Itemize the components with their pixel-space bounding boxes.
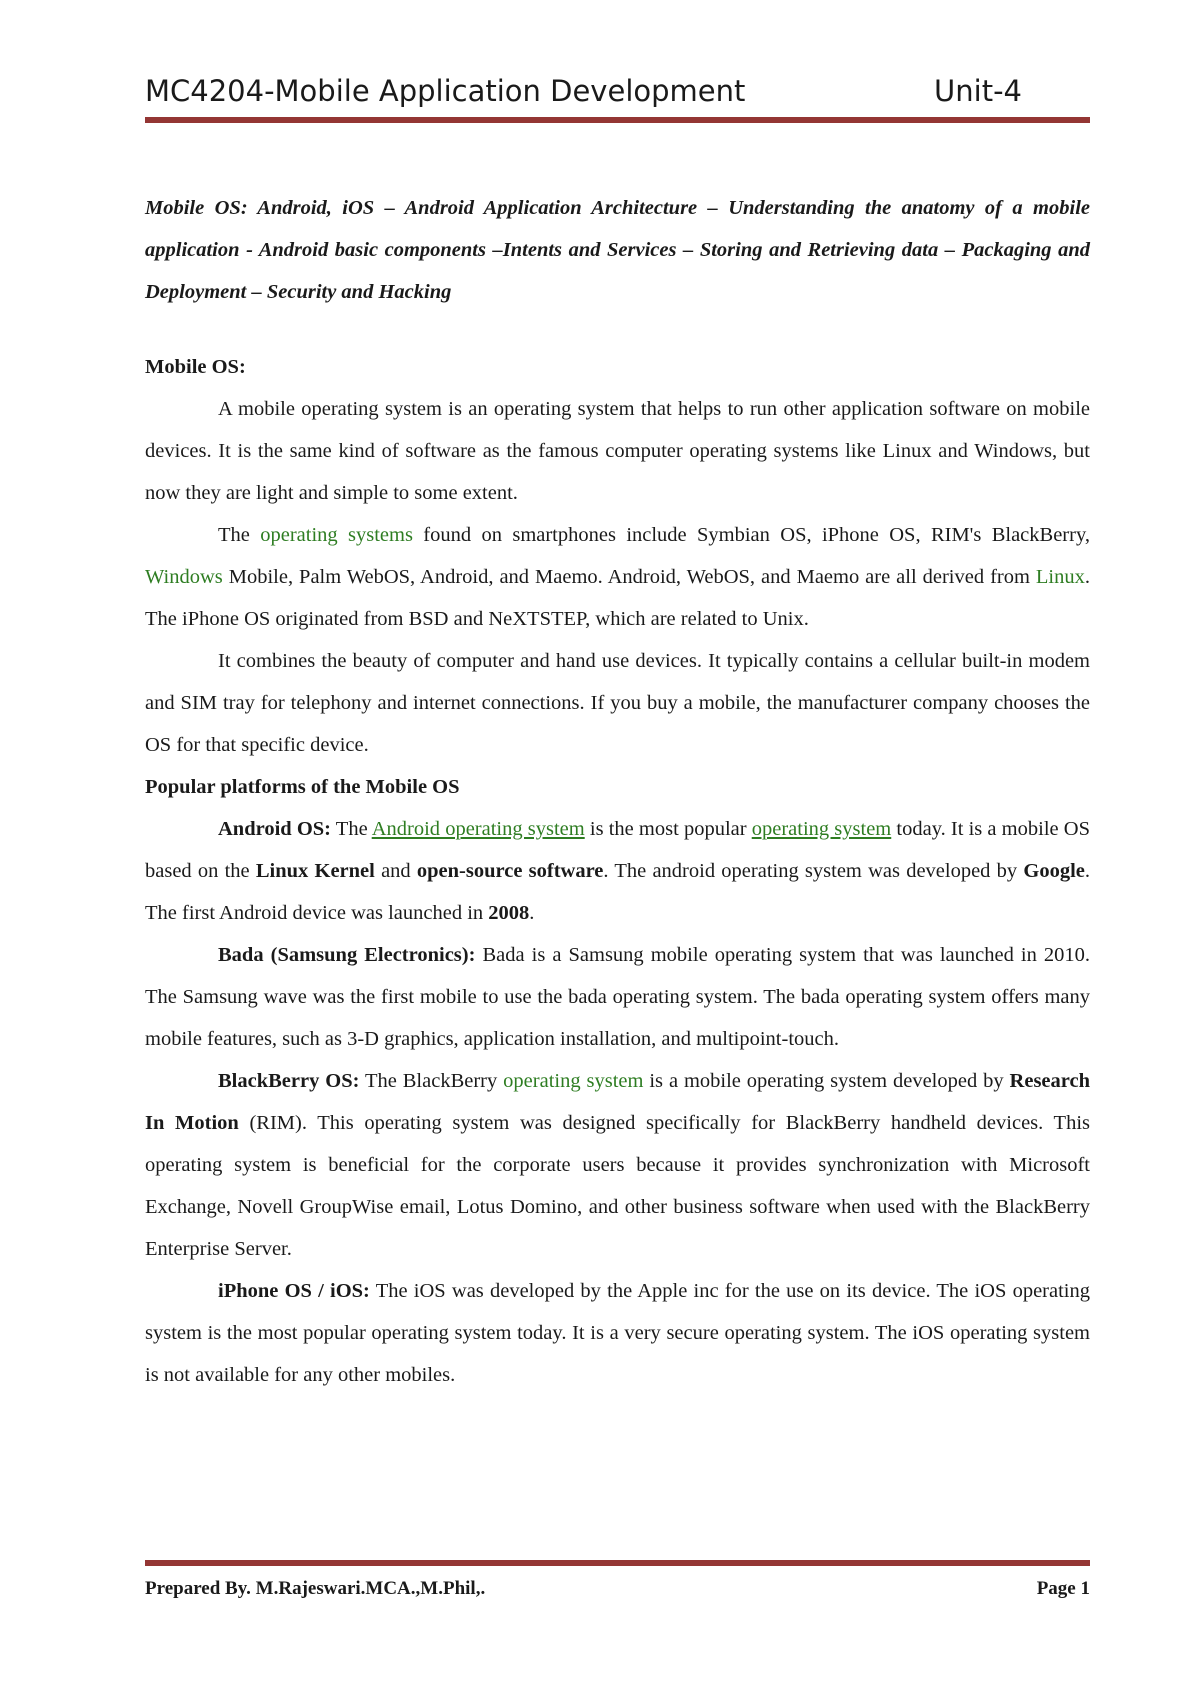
ios-paragraph bbox=[145, 1270, 1090, 1396]
android-os-label: Android OS: bbox=[218, 818, 332, 840]
open-source-text: open-source software bbox=[416, 860, 604, 882]
text-run: . The android operating system was developed by bbox=[603, 860, 1024, 882]
text-run: . bbox=[529, 902, 535, 924]
unit-syllabus: Mobile OS: Android, iOS – Android Application Architecture – Understanding the anatomy of a mobile application - Android basic components –Intents and Services – Storing and Retrieving data – Packaging and Deployment – Security and Hacking bbox=[145, 197, 1090, 303]
header-title: MC4204-Mobile Application Development bbox=[145, 74, 746, 108]
google-text: Google bbox=[1023, 860, 1085, 882]
mobile-os-heading: Mobile OS: bbox=[145, 356, 246, 378]
prepared-by: Prepared By. M.Rajeswari.MCA.,M.Phil,. bbox=[145, 1578, 486, 1599]
header-unit: Unit-4 bbox=[934, 74, 1022, 108]
text-run: Bada is a Samsung mobile operating system that was launched in 2010. The Samsung wave was the first mobile to use the bada operating system. The bada operating system offers many mobile features, such as 3-D graphics, application installation, and multipoint-touch. bbox=[145, 944, 1090, 1050]
text-run: The BlackBerry bbox=[359, 1070, 504, 1092]
mobile-os-paragraph-2 bbox=[145, 514, 1090, 640]
popular-platforms-heading: Popular platforms of the Mobile OS bbox=[145, 776, 460, 798]
page-number: Page 1 bbox=[1036, 1578, 1090, 1599]
linux-kernel-text: Linux Kernel bbox=[255, 860, 375, 882]
text-run: . The iPhone OS originated from BSD and NeXTSTEP, which are related to Unix. bbox=[145, 566, 1090, 630]
page-content bbox=[145, 187, 1090, 1396]
operating-systems-link[interactable]: operating systems bbox=[260, 524, 413, 546]
android-os-paragraph bbox=[145, 808, 1090, 934]
text-run: today. It is a mobile OS based on the bbox=[145, 818, 1090, 882]
text-run: The iOS was developed by the Apple inc for the use on its device. The iOS operating system is the most popular operating system today. It is a very secure operating system. The iOS operating system is not available for any other mobiles. bbox=[145, 1280, 1090, 1386]
text-run: (RIM). This operating system was designed specifically for BlackBerry handheld devices. This operating system is beneficial for the corporate users because it provides synchronization with Microsoft Exchange, Novell GroupWise email, Lotus Domino, and other business software when used with the BlackBerry Enterprise Server. bbox=[145, 1112, 1091, 1260]
mobile-os-paragraph-1: A mobile operating system is an operating system that helps to run other application software on mobile devices. It is the same kind of software as the famous computer operating systems like Linux and Windows, but now they are light and simple to some extent. bbox=[145, 398, 1090, 504]
operating-system-link[interactable]: operating system bbox=[751, 818, 892, 840]
text-run: . The first Android device was launched in bbox=[145, 860, 1090, 924]
page-footer bbox=[145, 1578, 1090, 1608]
footer-rule bbox=[145, 1560, 1090, 1566]
text-run: is the most popular bbox=[584, 818, 752, 840]
linux-link[interactable]: Linux bbox=[1035, 566, 1085, 588]
text-run: found on smartphones include Symbian OS, iPhone OS, RIM's BlackBerry, bbox=[412, 524, 1090, 546]
ios-label: iPhone OS / iOS: bbox=[218, 1280, 370, 1302]
research-in-motion-text: Research In Motion bbox=[145, 1070, 1091, 1134]
year-2008-text: 2008 bbox=[488, 902, 530, 924]
blackberry-paragraph bbox=[145, 1060, 1090, 1270]
header-rule bbox=[145, 117, 1090, 123]
text-run: and bbox=[374, 860, 417, 882]
bada-label: Bada (Samsung Electronics): bbox=[218, 944, 476, 966]
text-run: The bbox=[218, 524, 261, 546]
text-run: The bbox=[331, 818, 372, 840]
blackberry-operating-system-link[interactable]: operating system bbox=[503, 1070, 644, 1092]
mobile-os-paragraph-3: It combines the beauty of computer and hand use devices. It typically contains a cellular built-in modem and SIM tray for telephony and internet connections. If you buy a mobile, the manufacturer company chooses the OS for that specific device. bbox=[145, 650, 1090, 756]
bada-paragraph bbox=[145, 934, 1090, 1060]
text-run: Mobile, Palm WebOS, Android, and Maemo. Android, WebOS, and Maemo are all derived from bbox=[222, 566, 1036, 588]
text-run: is a mobile operating system developed by bbox=[643, 1070, 1010, 1092]
page-header bbox=[145, 70, 1090, 116]
windows-link[interactable]: Windows bbox=[145, 566, 223, 588]
blackberry-label: BlackBerry OS: bbox=[218, 1070, 360, 1092]
android-operating-system-link[interactable]: Android operating system bbox=[371, 818, 585, 840]
